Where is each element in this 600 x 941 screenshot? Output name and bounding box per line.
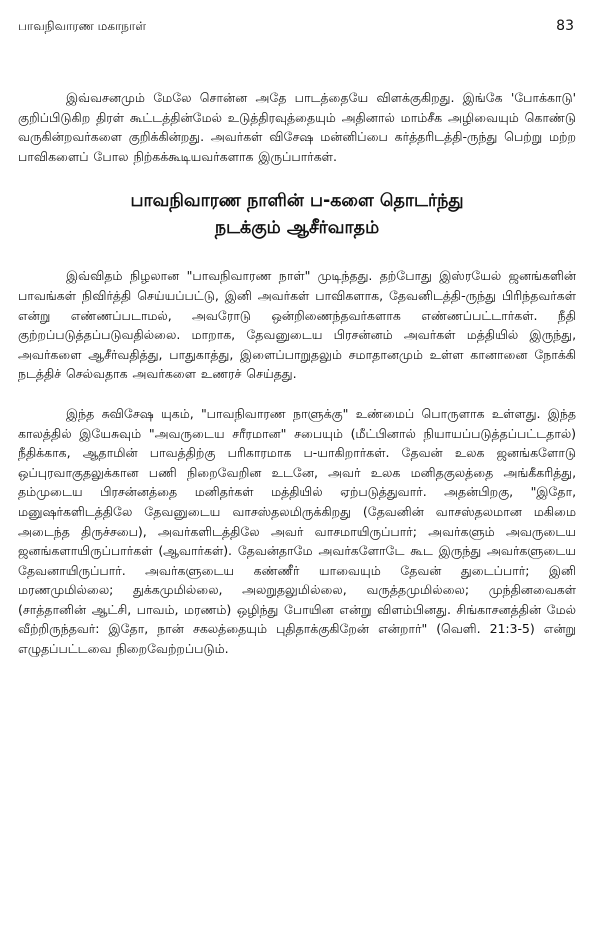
paragraph-3: இந்த சுவிசேஷ யுகம், "பாவநிவாரண நாளுக்கு" உண்மைப் பொருளாக உள்ளது. இந்த காலத்தில் இயேசுவும் "அவருடைய சரீரமான" சபையும் (மீட்பினால் நியாயப்படுத்தப்பட்டதால்) நீதிக்காக, ஆதாமின் பாவத்திற்கு பரிகாரமாக ப-யாகிறார்கள். தேவன் உலக ஜனங்களோடு ஒப்புரவாகுதலுக்கான பணி நிறைவேறின உடனே, அவர் உலக மனிதகுலத்தை அங்கீகரித்து, தம்முடைய பிரசன்னத்தை மனிதர்கள் மத்தியில் ஏற்படுத்துவார். அதன்பிறகு, "இதோ, மனுஷர்களிடத்திலே தேவனுடைய வாசஸ்தலமிருக்கிறது (தேவனின் வாசஸ்தலமான மகிமை அடைந்த திருச்சபை), அவர்களிடத்திலே அவர் வாசமாயிருப்பார்; அவர்களும் அவருடைய ஜனங்களாயிருப்பார்கள் (ஆவார்கள்). தேவன்தாமே அவர்களோடே கூட இருந்து அவர்களுடைய தேவனாயிருப்பார். அவர்களுடைய கண்ணீர் யாவையும் தேவன் துடைப்பார்; இனி மரணமுமில்லை; துக்கமுமில்லை, அலறுதலுமில்லை, வருத்தமுமில்லை; முந்தினவைகள் (சாத்தானின் ஆட்சி, பாவம், மரணம்) ஒழிந்து போயின என்று விளம்பினது. சிங்காசனத்தின் மேல் வீற்றிருந்தவர்: இதோ, நான் சகலத்தையும் புதிதாக்குகிறேன் என்றார்" (வெளி. 21:3-5) என்று எழுதப்பட்டவை நிறைவேற்றப்படும். [18,405,576,657]
running-header [18,18,576,38]
running-title: பாவநிவாரண மகாநாள் [18,19,147,33]
paragraph-1: இவ்வசனமும் மேலே சொன்ன அதே பாடத்தையே விளக்குகிறது. இங்கே 'போக்காடு' குறிப்பிடுகிற திரள் கூட்டத்தின்மேல் உடுத்திரவுத்தையும் அதினால் மாம்சீக அழிவையும் கொண்டு வருகின்றவர்களை குறிக்கின்றது. அவர்கள் விசேஷ மன்னிப்பை கர்த்தரிடத்தி-ருந்து பெற்று மற்ற பாவிகளைப் போல நிற்கக்கூடியவர்களாக இருப்பார்கள். [18,90,576,164]
section-heading-line-2: நடக்கும் ஆசீர்வாதம் [214,218,380,239]
section-heading-line-1: பாவநிவாரண நாளின் ப-களை தொடர்ந்து [130,191,464,212]
paragraph-2: இவ்விதம் நிழலான "பாவநிவாரண நாள்" முடிந்தது. தற்போது இஸ்ரயேல் ஜனங்களின் பாவங்கள் நிவிர்த்தி செய்யப்பட்டு, இனி அவர்கள் பாவிகளாக, தேவனிடத்தி-ருந்து பிரிந்தவர்கள் என்று எண்ணப்படாமல், அவரோடு ஒன்றிணைந்தவர்களாக எண்ணப்பட்டார்கள். நீதி குற்றப்படுத்தப்படுவதில்லை. மாறாக, தேவனுடைய பிரசன்னம் அவர்கள் மத்தியில் இருந்து, அவர்களை ஆசீர்வதித்து, பாதுகாத்து, இளைப்பாறுதலும் சமாதானமும் உள்ள கானானை நோக்கி நடத்திச் செல்வதாக அவர்களை உணரச் செய்தது. [18,268,576,382]
section-heading [18,188,576,242]
page-number: 83 [556,18,574,34]
